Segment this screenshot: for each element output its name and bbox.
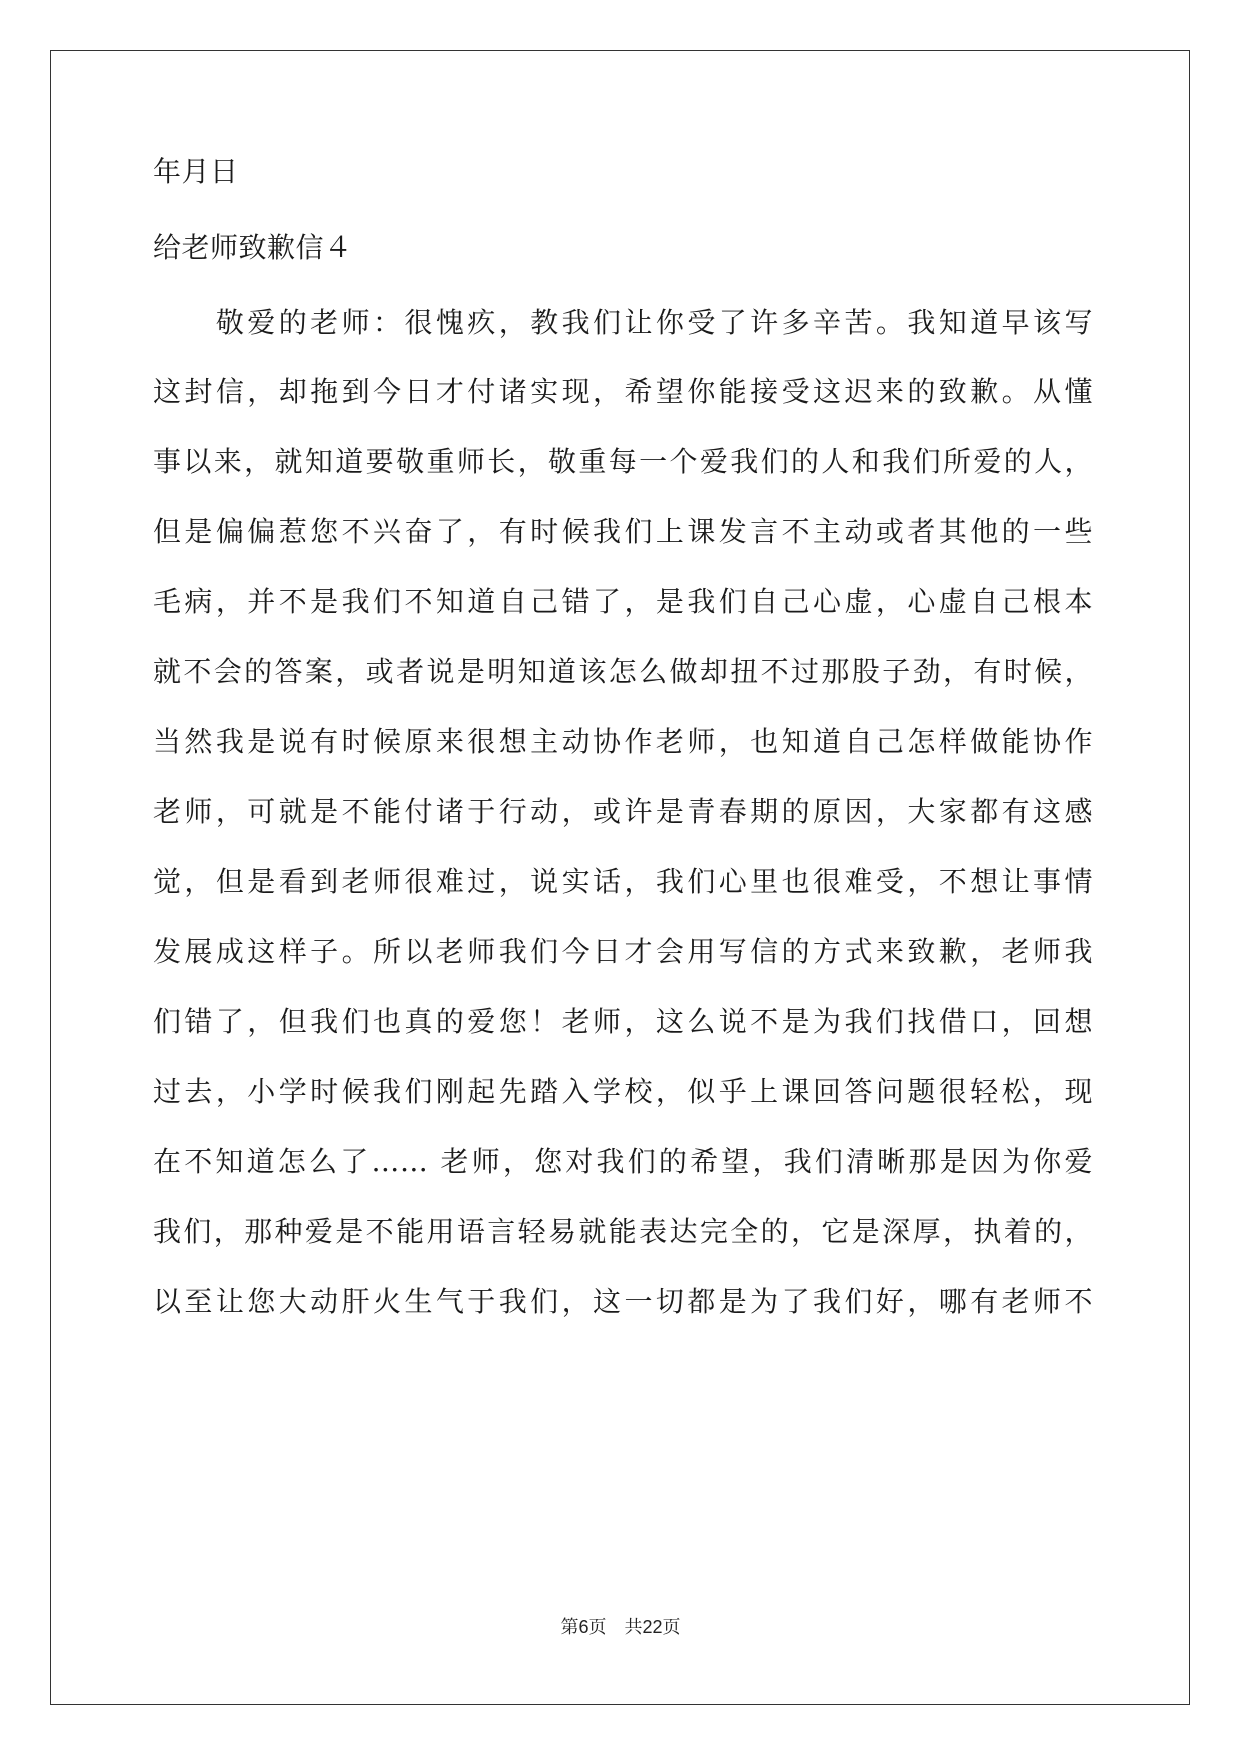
body-line: 事以来，就知道要敬重师长，敬重每一个爱我们的人和我们所爱的人， <box>153 445 1093 478</box>
body-line: 老师，可就是不能付诸于行动，或许是青春期的原因，大家都有这感 <box>153 795 1093 828</box>
total-unit: 页 <box>662 1617 681 1637</box>
letter-heading: 给老师致歉信４ <box>153 231 353 264</box>
page-footer <box>0 1615 1241 1639</box>
body-line: 当然我是说有时候原来很想主动协作老师，也知道自己怎样做能协作 <box>153 725 1093 758</box>
body-line: 就不会的答案，或者说是明知道该怎么做却扭不过那股子劲，有时候， <box>153 655 1093 688</box>
body-line: 这封信，却拖到今日才付诸实现，希望你能接受这迟来的致歉。从懂 <box>153 375 1093 408</box>
body-line: 敬爱的老师：很愧疚，教我们让你受了许多辛苦。我知道早该写 <box>153 306 1093 339</box>
date-line: 年月日 <box>153 155 239 188</box>
body-line: 发展成这样子。所以老师我们今日才会用写信的方式来致歉，老师我 <box>153 935 1093 968</box>
body-line: 在不知道怎么了…… 老师，您对我们的希望，我们清晰那是因为你爱 <box>153 1145 1093 1178</box>
page-prefix: 第 <box>560 1617 579 1637</box>
body-line: 但是偏偏惹您不兴奋了，有时候我们上课发言不主动或者其他的一些 <box>153 515 1093 548</box>
body-line: 我们，那种爱是不能用语言轻易就能表达完全的，它是深厚，执着的， <box>153 1215 1093 1248</box>
body-line: 过去，小学时候我们刚起先踏入学校，似乎上课回答问题很轻松，现 <box>153 1075 1093 1108</box>
body-line: 们错了，但我们也真的爱您！老师，这么说不是为我们找借口，回想 <box>153 1005 1093 1038</box>
page-total: 22 <box>642 1617 663 1637</box>
body-line: 以至让您大动肝火生气于我们，这一切都是为了我们好，哪有老师不 <box>153 1285 1093 1318</box>
body-line: 觉，但是看到老师很难过，说实话，我们心里也很难受，不想让事情 <box>153 865 1093 898</box>
page-current: 6 <box>578 1617 589 1637</box>
total-prefix: 共 <box>624 1617 643 1637</box>
body-line: 毛病，并不是我们不知道自己错了，是我们自己心虚，心虚自己根本 <box>153 585 1093 618</box>
page-unit: 页 <box>588 1617 607 1637</box>
